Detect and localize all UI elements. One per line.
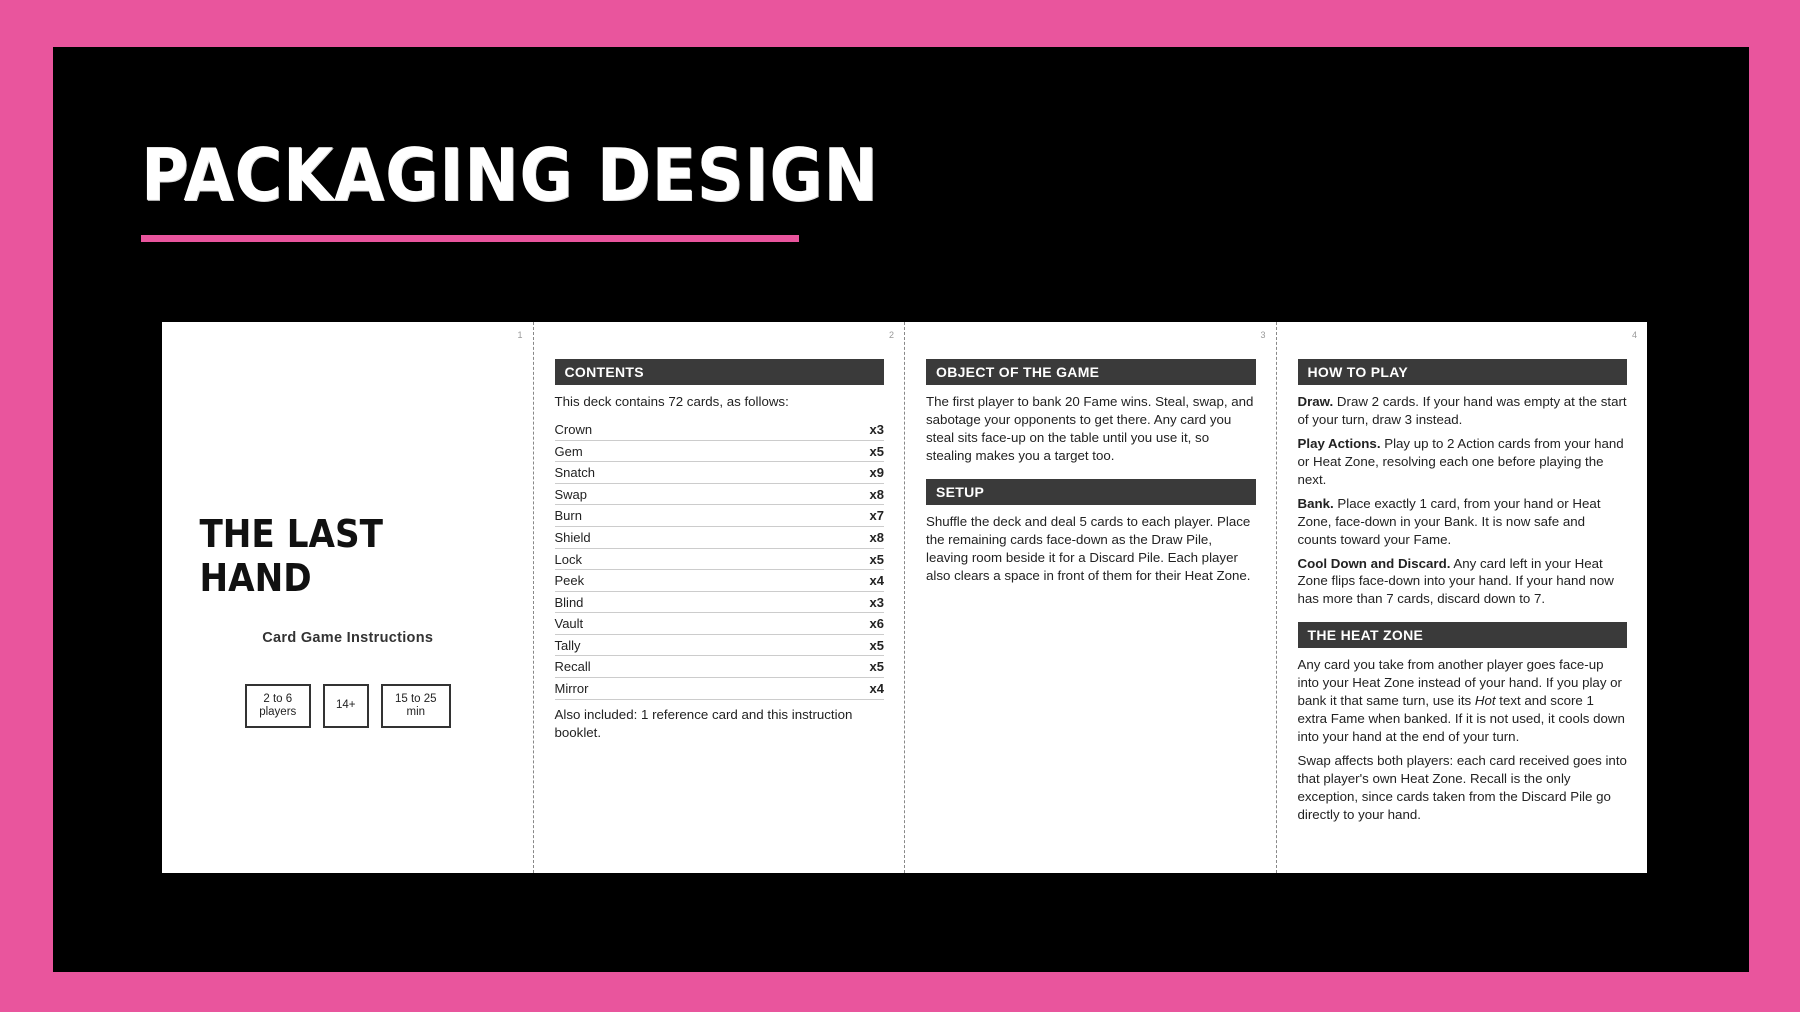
heat-zone-text — [1298, 656, 1628, 746]
list-item — [555, 527, 885, 549]
card-qty: x6 — [869, 616, 884, 632]
setup-heading: SETUP — [926, 479, 1256, 505]
how-to-play-heading: HOW TO PLAY — [1298, 359, 1628, 385]
list-item — [555, 656, 885, 678]
card-name: Lock — [554, 551, 582, 567]
swap-rule-text: Swap affects both players: each card received goes into that player's own Heat Zone. Recall is the only exception, since cards taken from the Discard Pile go directly to your hand. — [1297, 753, 1627, 822]
contents-footer: Also included: 1 reference card and this instruction booklet. — [554, 706, 853, 740]
list-item — [555, 570, 885, 592]
card-name: Snatch — [554, 465, 595, 481]
card-name: Gem — [554, 443, 583, 459]
card-qty: x9 — [869, 465, 884, 481]
step-text: Place exactly 1 card, from your hand or Heat Zone, face-down in your Bank. It is now safe and counts toward your Fame. — [1297, 495, 1601, 547]
step-play-actions — [1298, 435, 1628, 489]
card-name: Peek — [554, 573, 585, 589]
title-underline — [141, 235, 799, 242]
list-item — [555, 484, 885, 506]
list-item — [555, 635, 885, 657]
card-qty: x4 — [869, 681, 884, 697]
heat-text-b: text and score 1 extra Fame when banked. If it is not used, it cools down into your hand at the end of your turn. — [1297, 693, 1625, 745]
card-name: Tally — [554, 637, 581, 653]
card-name: Blind — [554, 594, 584, 610]
step-label: Draw. — [1297, 394, 1334, 409]
contents-intro: This deck contains 72 cards, as follows: — [554, 394, 789, 409]
card-name: Mirror — [554, 681, 589, 697]
card-name: Recall — [554, 659, 591, 675]
card-name: Crown — [554, 421, 593, 437]
list-item — [555, 592, 885, 614]
card-name: Vault — [554, 616, 584, 632]
card-name: Burn — [554, 508, 582, 524]
list-item — [555, 462, 885, 484]
card-qty: x5 — [869, 443, 884, 459]
list-item — [555, 441, 885, 463]
info-badges — [245, 684, 451, 728]
card-qty: x5 — [869, 551, 884, 567]
list-item — [555, 613, 885, 635]
list-item — [555, 678, 885, 700]
slide — [53, 47, 1749, 972]
card-qty: x8 — [869, 529, 884, 545]
card-qty: x7 — [869, 508, 884, 524]
booklet-panel-how-to-play — [1277, 322, 1648, 873]
booklet-panel-cover — [162, 322, 534, 873]
card-qty: x8 — [869, 486, 884, 502]
cover-subtitle: Card Game Instructions — [262, 630, 434, 646]
step-cool-down — [1298, 555, 1628, 609]
booklet-panel-objective — [905, 322, 1277, 873]
age-badge: 14+ — [323, 684, 369, 728]
step-bank — [1298, 495, 1628, 549]
card-qty: x4 — [869, 573, 884, 589]
players-badge: 2 to 6 players — [245, 684, 311, 728]
game-title: THE LAST HAND — [199, 512, 383, 600]
list-item — [555, 549, 885, 571]
card-qty: x5 — [869, 659, 884, 675]
heat-text-a: Any card you take from another player goes face-up into your Heat Zone instead of your hand. If you play or bank it that same turn, use its — [1297, 657, 1622, 709]
step-text: Draw 2 cards. If your hand was empty at the start of your turn, draw 3 instead. — [1297, 394, 1627, 427]
setup-text: Shuffle the deck and deal 5 cards to each player. Place the remaining cards face-down as the Draw Pile, leaving room beside it for a Discard Pile. Each player also clears a space in front of them for their Heat Zone. — [926, 513, 1251, 583]
step-label: Play Actions. — [1297, 435, 1381, 451]
contents-list — [555, 419, 885, 700]
card-qty: x3 — [869, 594, 884, 610]
page-number: 4 — [1631, 330, 1637, 340]
objective-heading: OBJECT OF THE GAME — [926, 359, 1256, 385]
heat-zone-heading: THE HEAT ZONE — [1298, 622, 1628, 648]
contents-heading: CONTENTS — [555, 359, 885, 385]
card-name: Shield — [554, 529, 591, 545]
slide-title: PACKAGING DESIGN — [141, 133, 879, 217]
step-label: Cool Down and Discard. — [1297, 555, 1451, 571]
page-number: 3 — [1260, 330, 1266, 340]
list-item — [555, 419, 885, 441]
duration-badge: 15 to 25 min — [381, 684, 451, 728]
instruction-booklet — [162, 322, 1647, 873]
step-text: Any card left in your Heat Zone flips face-down into your hand. If your hand now has more than 7 cards, discard down to 7. — [1297, 555, 1614, 607]
hot-term: Hot — [1474, 693, 1496, 709]
card-qty: x3 — [869, 421, 884, 437]
page-number: 2 — [888, 330, 894, 340]
step-draw — [1298, 393, 1628, 429]
card-name: Swap — [554, 486, 588, 502]
objective-text: The first player to bank 20 Fame wins. Steal, swap, and sabotage your opponents to get there. Any card you steal sits face-up on the table until you use it, so stealing makes you a target too. — [926, 394, 1254, 463]
page-number: 1 — [517, 330, 523, 340]
step-text: Play up to 2 Action cards from your hand or Heat Zone, resolving each one before playing the next. — [1297, 435, 1624, 487]
step-label: Bank. — [1297, 495, 1334, 511]
list-item — [555, 505, 885, 527]
booklet-panel-contents — [534, 322, 906, 873]
card-qty: x5 — [869, 637, 884, 653]
